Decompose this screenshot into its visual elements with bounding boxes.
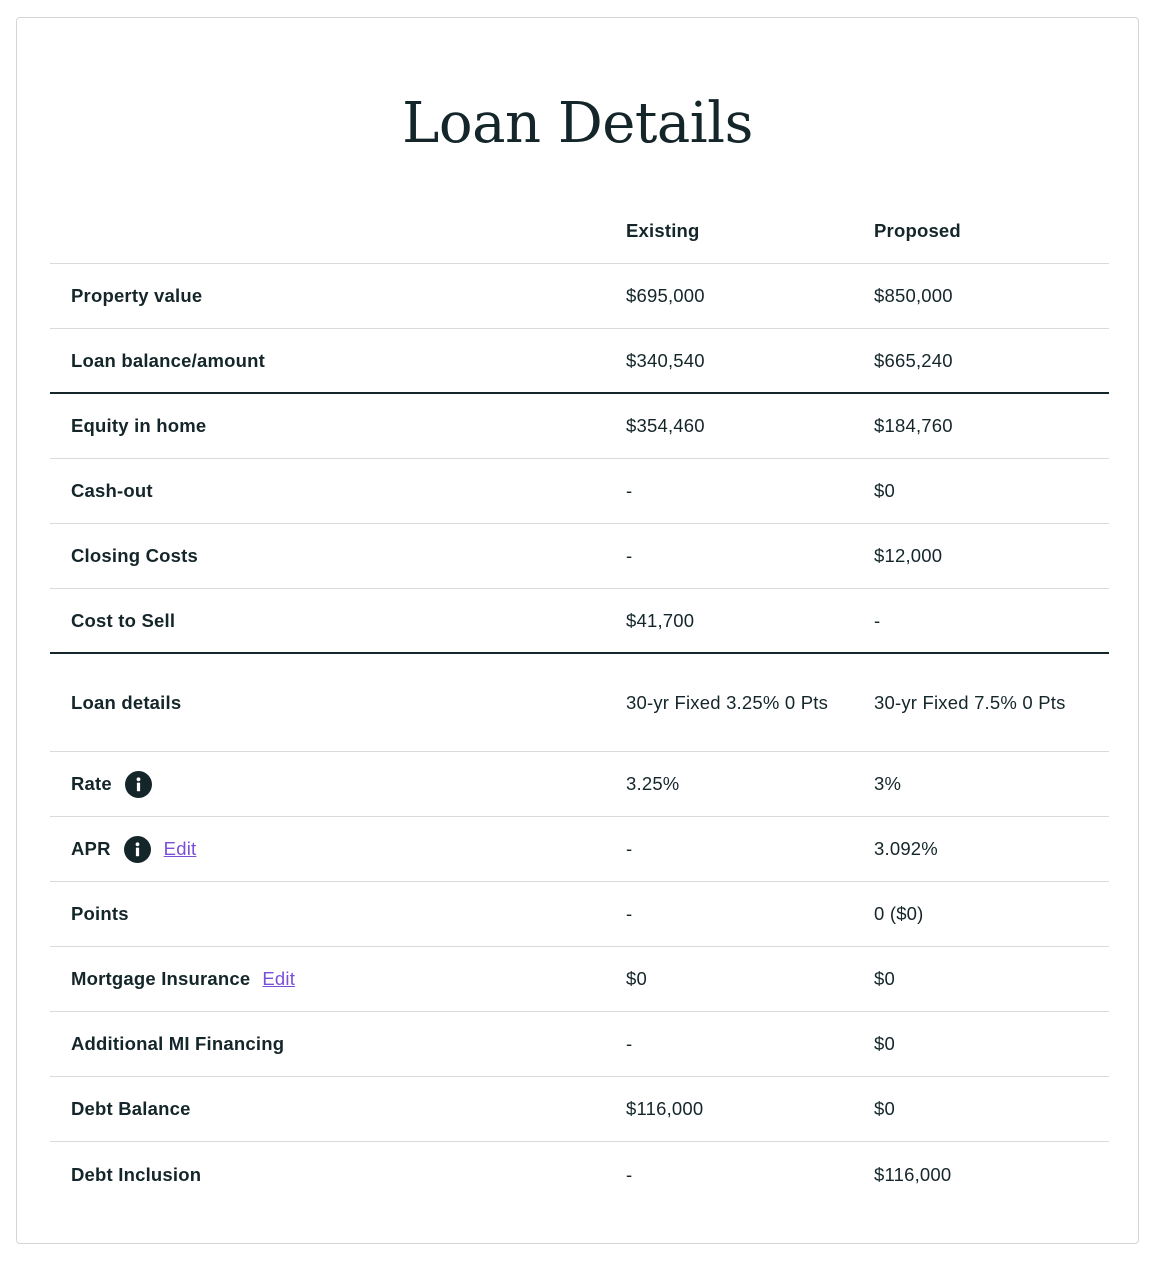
row-label: Debt Balance xyxy=(71,1098,191,1119)
row-debt-inclusion xyxy=(50,1142,1109,1207)
existing-value: - xyxy=(626,1163,633,1185)
row-apr xyxy=(50,817,1109,882)
existing-value: $354,460 xyxy=(626,415,705,436)
existing-value: - xyxy=(626,1033,633,1054)
row-label: Loan details xyxy=(71,691,182,713)
row-debt-balance xyxy=(50,1077,1109,1142)
row-property-value xyxy=(50,264,1109,329)
row-equity-in-home xyxy=(50,394,1109,459)
row-label: Debt Inclusion xyxy=(71,1163,202,1185)
row-label: Additional MI Financing xyxy=(71,1033,285,1054)
proposed-value: $184,760 xyxy=(874,415,953,436)
existing-value: $340,540 xyxy=(626,349,705,371)
row-loan-balance xyxy=(50,329,1109,394)
existing-value: - xyxy=(626,545,633,566)
proposed-value: 30-yr Fixed 7.5% 0 Pts xyxy=(874,691,1066,713)
row-additional-mi-financing xyxy=(50,1012,1109,1077)
row-label: Property value xyxy=(71,285,203,306)
row-label-cell xyxy=(50,968,626,990)
row-label: Equity in home xyxy=(71,415,207,436)
row-label: Mortgage Insurance xyxy=(71,968,251,989)
existing-value: $116,000 xyxy=(626,1098,704,1119)
row-cost-to-sell xyxy=(50,589,1109,654)
row-label-cell xyxy=(50,836,626,863)
row-points xyxy=(50,882,1109,947)
existing-value: $41,700 xyxy=(626,609,695,631)
row-loan-details xyxy=(50,654,1109,752)
existing-value: $695,000 xyxy=(626,285,705,306)
row-cash-out xyxy=(50,459,1109,524)
edit-mortgage-insurance-link[interactable]: Edit xyxy=(262,968,296,989)
row-label: Closing Costs xyxy=(71,545,198,566)
header-proposed: Proposed xyxy=(874,219,961,241)
row-label: APR xyxy=(71,838,111,859)
loan-details-card xyxy=(16,17,1139,1244)
row-label: Cash-out xyxy=(71,480,153,501)
proposed-value: $0 xyxy=(874,480,895,501)
existing-value: - xyxy=(626,838,633,859)
existing-value: $0 xyxy=(626,968,647,989)
header-existing: Existing xyxy=(626,219,700,241)
proposed-value: $12,000 xyxy=(874,545,943,566)
row-rate xyxy=(50,752,1109,817)
row-label-cell xyxy=(50,771,626,798)
proposed-value: 3% xyxy=(874,773,902,794)
row-closing-costs xyxy=(50,524,1109,589)
proposed-value: 0 ($0) xyxy=(874,903,924,924)
proposed-value: $0 xyxy=(874,1098,895,1119)
proposed-value: $116,000 xyxy=(874,1163,952,1185)
edit-apr-link[interactable]: Edit xyxy=(163,838,197,859)
proposed-value: $0 xyxy=(874,968,895,989)
proposed-value: $665,240 xyxy=(874,349,953,371)
info-icon[interactable] xyxy=(125,771,152,798)
row-label: Points xyxy=(71,903,129,924)
proposed-value: $0 xyxy=(874,1033,895,1054)
proposed-value: $850,000 xyxy=(874,285,953,306)
row-label: Rate xyxy=(71,773,112,794)
table-header-row xyxy=(50,198,1109,264)
row-label: Cost to Sell xyxy=(71,609,176,631)
loan-details-table xyxy=(50,198,1109,1207)
row-label: Loan balance/amount xyxy=(71,349,265,371)
info-icon[interactable] xyxy=(124,836,151,863)
proposed-value: 3.092% xyxy=(874,838,938,859)
existing-value: 30-yr Fixed 3.25% 0 Pts xyxy=(626,691,829,713)
proposed-value: - xyxy=(874,609,881,631)
existing-value: 3.25% xyxy=(626,773,680,794)
page-title: Loan Details xyxy=(402,91,753,156)
row-mortgage-insurance xyxy=(50,947,1109,1012)
existing-value: - xyxy=(626,480,633,501)
existing-value: - xyxy=(626,903,633,924)
